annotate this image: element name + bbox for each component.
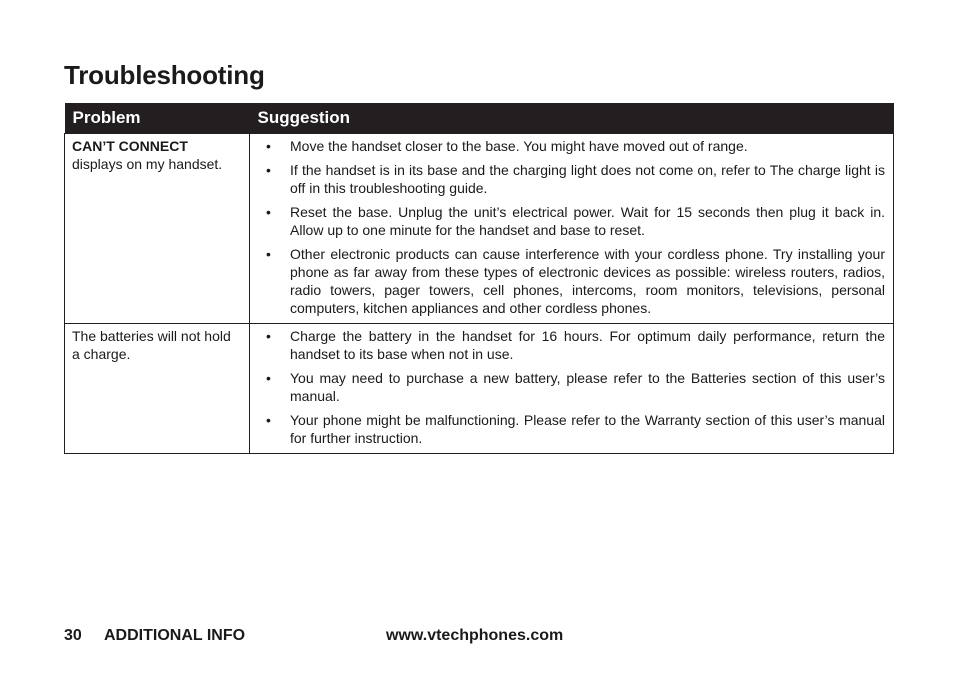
bullet-icon: • [266,370,271,386]
suggestion-text: You may need to purchase a new battery, please refer to the Batteries section of this user’s manual. [290,370,885,404]
suggestion-item [262,245,885,317]
problem-heading: CAN’T CONNECT [72,138,188,154]
column-header-suggestion: Suggestion [250,103,894,134]
bullet-icon: • [266,246,271,262]
suggestion-item [262,161,885,197]
section-name: ADDITIONAL INFO [104,627,246,644]
bullet-icon: • [266,162,271,178]
table-row [65,324,894,454]
table-header-row [65,103,894,134]
suggestion-text: Charge the battery in the handset for 16 hours. For optimum daily performance, return the handset to its base when not in use. [290,328,885,362]
suggestion-cell [250,134,894,324]
suggestion-list [262,327,885,447]
suggestion-item [262,203,885,239]
problem-text: The batteries will not hold a charge. [72,328,231,362]
bullet-icon: • [266,328,271,344]
page-number: 30 [64,627,82,644]
bullet-icon: • [266,138,271,154]
suggestion-item [262,369,885,405]
suggestion-text: Your phone might be malfunctioning. Please refer to the Warranty section of this user’s manual for further instruction. [290,412,885,446]
problem-text: displays on my handset. [72,156,223,172]
problem-cell [65,134,250,324]
suggestion-item [262,327,885,363]
suggestion-text: Other electronic products can cause interference with your cordless phone. Try installing your phone as far away from these types of electronic devices as possible: wireless routers, radios, radio towers, pager towers, cell phones, intercoms, room monitors, televisions, personal computers, kitchen appliances and other cordless phones. [290,246,885,316]
table-row [65,134,894,324]
suggestion-list [262,137,885,317]
suggestion-item [262,411,885,447]
troubleshooting-table [64,103,894,454]
suggestion-text: If the handset is in its base and the charging light does not come on, refer to The charge light is off in this troubleshooting guide. [290,162,885,196]
suggestion-text: Move the handset closer to the base. You might have moved out of range. [290,138,748,154]
bullet-icon: • [266,204,271,220]
bullet-icon: • [266,412,271,428]
column-header-problem: Problem [65,103,250,134]
page-title: Troubleshooting [64,60,265,90]
suggestion-text: Reset the base. Unplug the unit’s electrical power. Wait for 15 seconds then plug it back in. Allow up to one minute for the handset and base to reset. [290,204,885,238]
website-url: www.vtechphones.com [386,627,564,644]
problem-cell [65,324,250,454]
suggestion-cell [250,324,894,454]
suggestion-item [262,137,885,155]
